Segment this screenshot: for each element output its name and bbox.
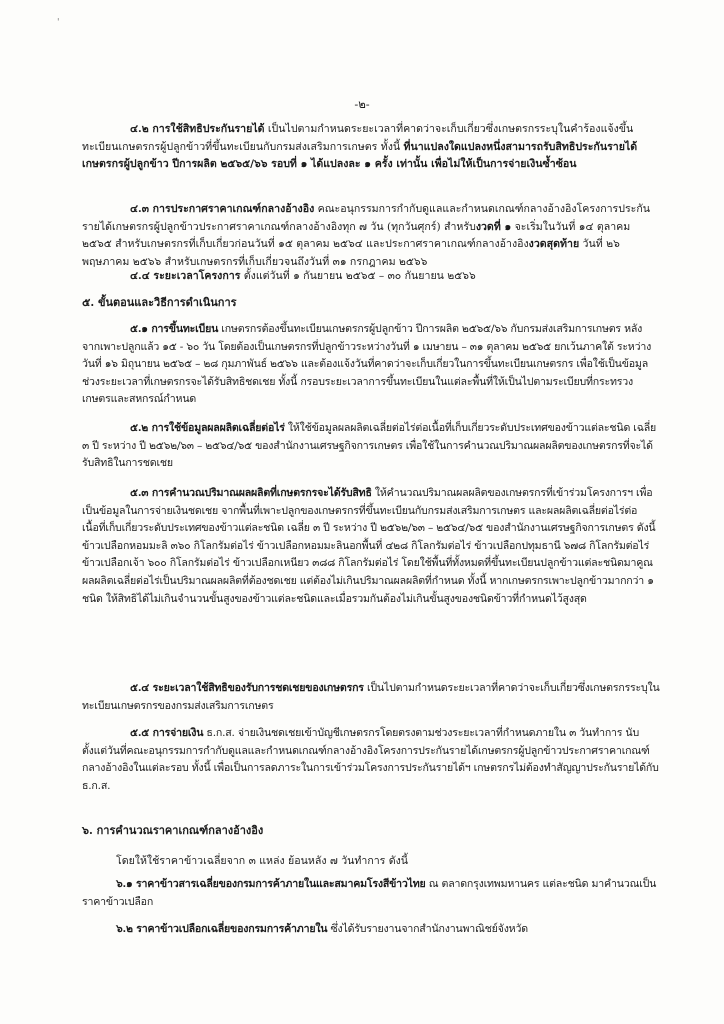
- paragraph-6-2: [82, 921, 660, 939]
- section-title: ๕.๒ การใช้ข้อมูลผลผลิตเฉลี่ยต่อไร่: [130, 422, 285, 434]
- paragraph-text: จะเริ่มในวันที่ ๑๔ ตุลาคม ๒๕๖๕ สำหรับเกษตรกรที่เก็บเกี่ยวก่อนวันที่ ๑๕ ตุลาคม ๒๕๖๔ และประกาศราคาเกณฑ์กลางอ้างอิง: [82, 220, 631, 251]
- paragraph-4-4: [82, 268, 660, 286]
- paragraph-5-4: [82, 680, 660, 715]
- section-title: ๖.๒ ราคาข้าวเปลือกเฉลี่ยของกรมการค้าภายใน: [116, 923, 328, 935]
- paragraph-text: ให้ใช้ข้อมูลผลผลิตเฉลี่ยต่อไร่ต่อเนื้อที่เก็บเกี่ยวระดับประเทศของข้าวแต่ละชนิด เฉลี่ย ๓ ปี ระหว่าง ปี ๒๕๖๒/๖๓ – ๒๕๖๔/๖๕ ของสำนักงานเศรษฐกิจการเกษตร เพื่อใช้ในการคำนวณปริมาณผลผลิตของเกษตรกรที่จะได้รับสิทธิในการชดเชย: [82, 422, 657, 470]
- emphasis-text: งวดสุดท้าย: [528, 238, 580, 251]
- paragraph-5-2: [82, 420, 660, 473]
- section-title: ๕.๕ การจ่ายเงิน: [130, 727, 204, 739]
- paragraph-text: เป็นไปตามกำหนดระยะเวลาที่คาดว่าจะเก็บเกี่ยวซึ่งเกษตรกรระบุในคำร้องแจ้งขึ้นทะเบียนเกษตรกรผู้ปลูกข้าวที่ขึ้นทะเบียนกับกรมส่งเสริมการเกษตร ทั้งนี้: [82, 123, 634, 153]
- section-title: ๖.๑ ราคาข้าวสารเฉลี่ยของกรมการค้าภายในและสมาคมโรงสีข้าวไทย: [116, 878, 426, 890]
- paragraph-4-3: [82, 201, 660, 271]
- emphasis-text: ที่นาแปลงใดแปลงหนึ่งสามารถรับสิทธิประกันรายได้เกษตรกรผู้ปลูกข้าว ปีการผลิต ๒๕๖๕/๖๖ รอบที่ ๑ ได้แปลงละ ๑ ครั้ง เท่านั้น เพื่อไม่ให้เป็นการจ่ายเงินซ้ำซ้อน: [82, 140, 638, 171]
- paragraph-text: เป็นไปตามกำหนดระยะเวลาที่คาดว่าจะเก็บเกี่ยวซึ่งเกษตรกรระบุในทะเบียนเกษตรกรของกรมส่งเสริมการเกษตร: [82, 682, 660, 712]
- paragraph-6-intro: โดยให้ใช้ราคาข้าวเฉลี่ยจาก ๓ แหล่ง ย้อนหลัง ๗ วันทำการ ดังนี้: [116, 855, 409, 867]
- page-number: -๒-: [354, 97, 370, 111]
- emphasis-text: งวดที่ ๑: [475, 220, 512, 233]
- paragraph-5-5: [82, 725, 660, 795]
- paragraph-text: ธ.ก.ส. จ่ายเงินชดเชยเข้าบัญชีเกษตรกรโดยตรงตามช่วงระยะเวลาที่กำหนดภายใน ๓ วันทำการ นับตั้งแต่วันที่คณะอนุกรรมการกำกับดูแลและกำหนดเกณฑ์กลางอ้างอิงโครงการประกันรายได้เกษตรกรผู้ปลูกข้าวประกาศราคาเกณฑ์กลางอ้างอิงในแต่ละรอบ ทั้งนี้ เพื่อเป็นการลดภาระในการเข้าร่วมโครงการประกันรายได้ฯ เกษตรกรไม่ต้องทำสัญญาประกันรายได้กับ ธ.ก.ส.: [82, 727, 659, 792]
- section-title: ๔.๒ การใช้สิทธิประกันรายได้: [130, 123, 265, 135]
- paragraph-text: คณะอนุกรรมการกำกับดูแลและกำหนดเกณฑ์กลางอ้างอิงโครงการประกันรายได้เกษตรกรผู้ปลูกข้าวประกาศราคาเกณฑ์กลางอ้างอิงทุก ๗ วัน (ทุกวันศุกร์) สำหรับ: [82, 203, 651, 233]
- paragraph-4-2: [82, 121, 660, 174]
- section-title: ๕.๓ การคำนวณปริมาณผลผลิตที่เกษตรกรจะได้รับสิทธิ: [130, 487, 372, 499]
- section-title: ๔.๓ การประกาศราคาเกณฑ์กลางอ้างอิง: [130, 203, 315, 215]
- section-title: ๕.๑ การขึ้นทะเบียน: [130, 323, 219, 335]
- section-heading-6: ๖. การคำนวณราคาเกณฑ์กลางอ้างอิง: [82, 824, 264, 837]
- paragraph-text: ณ ตลาดกรุงเทพมหานคร แต่ละชนิด มาคำนวณเป็นราคาข้าวเปลือก: [82, 878, 657, 908]
- paragraph-5-1: [82, 321, 660, 409]
- paragraph-5-3: [82, 485, 660, 608]
- paragraph-6-1: [82, 876, 660, 911]
- paragraph-text: ตั้งแต่วันที่ ๑ กันยายน ๒๕๖๕ – ๓๐ กันยายน ๒๕๖๖: [240, 270, 476, 282]
- paragraph-text: เกษตรกรต้องขึ้นทะเบียนเกษตรกรผู้ปลูกข้าว ปีการผลิต ๒๕๖๕/๖๖ กับกรมส่งเสริมการเกษตร หลังจากเพาะปลูกแล้ว ๑๕ - ๖๐ วัน โดยต้องเป็นเกษตรกรที่ปลูกข้าวระหว่างวันที่ ๑ เมษายน – ๓๑ ตุลาคม ๒๕๖๕ ยกเว้นภาคใต้ ระหว่างวันที่ ๑๖ มิถุนายน ๒๕๖๕ – ๒๘ กุมภาพันธ์ ๒๕๖๖ และต้องแจ้งวันที่คาดว่าจะเก็บเกี่ยวในการขึ้นทะเบียนเกษตรกร เพื่อใช้เป็นข้อมูลช่วงระยะเวลาที่เกษตรกรจะได้รับสิทธิชดเชย ทั้งนี้ กรอบระยะเวลาการขึ้นทะเบียนในแต่ละพื้นที่ให้เป็นไปตามระเบียบที่กระทรวงเกษตรและสหกรณ์กำหนด: [82, 323, 652, 406]
- corner-mark: ': [57, 18, 60, 28]
- paragraph-text: ให้คำนวณปริมาณผลผลิตของเกษตรกรที่เข้าร่วมโครงการฯ เพื่อเป็นข้อมูลในการจ่ายเงินชดเชย จากพื้นที่เพาะปลูกของเกษตรกรที่ขึ้นทะเบียนกับกรมส่งเสริมการเกษตร และผลผลิตเฉลี่ยต่อไร่ต่อเนื้อที่เก็บเกี่ยวระดับประเทศของข้าวแต่ละชนิด เฉลี่ย ๓ ปี ระหว่าง ปี ๒๕๖๒/๖๓ – ๒๕๖๔/๖๕ ของสำนักงานเศรษฐกิจการเกษตร ดังนี้ ข้าวเปลือกหอมมะลิ ๓๖๐ กิโลกรัมต่อไร่ ข้าวเปลือกหอมมะลินอกพื้นที่ ๔๒๘ กิโลกรัมต่อไร่ ข้าวเปลือกปทุมธานี ๖๗๘ กิโลกรัมต่อไร่ ข้าวเปลือกเจ้า ๖๐๐ กิโลกรัมต่อไร่ ข้าวเปลือกเหนียว ๓๘๘ กิโลกรัมต่อไร่ โดยใช้พื้นที่ทั้งหมดที่ขึ้นทะเบียนปลูกข้าวแต่ละชนิดมาคูณผลผลิตเฉลี่ยต่อไร่เป็นปริมาณผลผลิตที่ต้องชดเชย แต่ต้องไม่เกินปริมาณผลผลิตที่กำหนด ทั้งนี้ หากเกษตรกรเพาะปลูกข้าวมากกว่า ๑ ชนิด ให้สิทธิได้ไม่เกินจำนวนขั้นสูงของข้าวแต่ละชนิดและเมื่อรวมกันต้องไม่เกินขั้นสูงของชนิดข้าวที่กำหนดไว้สูงสุด: [82, 487, 656, 605]
- paragraph-text: ซึ่งได้รับรายงานจากสำนักงานพาณิชย์จังหวัด: [327, 923, 528, 935]
- paragraph-text: วันที่ ๒๖ พฤษภาคม ๒๕๖๖ สำหรับเกษตรกรที่เก็บเกี่ยวจนถึงวันที่ ๓๑ กรกฎาคม ๒๕๖๖: [82, 238, 620, 268]
- section-title: ๔.๔ ระยะเวลาโครงการ: [130, 270, 241, 282]
- section-title: ๕.๔ ระยะเวลาใช้สิทธิของรับการชดเชยของเกษตรกร: [130, 682, 364, 694]
- section-heading-5: ๕. ขั้นตอนและวิธีการดำเนินการ: [82, 296, 237, 309]
